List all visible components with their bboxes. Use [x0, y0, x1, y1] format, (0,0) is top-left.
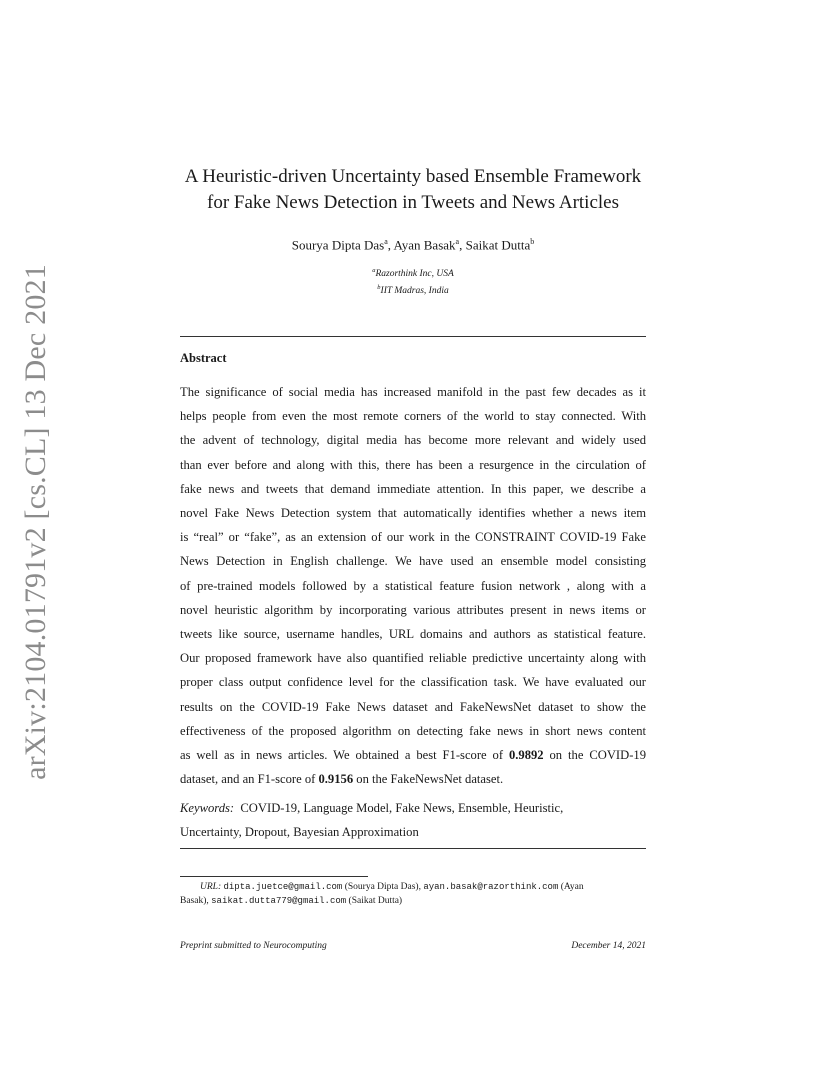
abstract-line: effectiveness of the proposed algorithm on detecting fake news in short news content	[180, 723, 646, 738]
f1-score-fakenewsnet: 0.9156	[318, 772, 354, 787]
keywords-line: Uncertainty, Dropout, Bayesian Approximation	[180, 825, 419, 840]
abstract-bottom-rule	[180, 848, 646, 849]
abstract-line-f1-covid	[180, 743, 646, 767]
author-affiliation-mark: a	[384, 237, 388, 246]
keywords-block	[180, 796, 646, 844]
abstract-line: novel heuristic algorithm by incorporating various attributes present in news items or	[180, 602, 646, 617]
abstract-line: proper class output confidence level for the classification task. We have evaluated our	[180, 675, 646, 690]
abstract-line: the advent of technology, digital media has become more relevant and widely used	[180, 433, 646, 448]
footnote-text: (Sourya Dipta Das),	[342, 882, 424, 892]
abstract-line: novel Fake News Detection system that automatically identifies whether a news item	[180, 506, 646, 521]
abstract-line: Our proposed framework have also quantified reliable predictive uncertainty along with	[180, 651, 646, 666]
abstract-text: on the FakeNewsNet dataset.	[353, 772, 504, 787]
author-name: Ayan Basak	[393, 237, 456, 253]
title-line-2: for Fake News Detection in Tweets and News Articles	[207, 192, 619, 213]
abstract-text: dataset, and an F1-score of	[180, 772, 319, 787]
abstract-line: tweets like source, username handles, URL domains and authors as statistical feature.	[180, 627, 646, 642]
footnote-urls	[180, 880, 646, 908]
paper-title	[180, 164, 646, 216]
affiliation-text: Razorthink Inc, USA	[375, 269, 454, 280]
email-link[interactable]: ayan.basak@razorthink.com	[423, 882, 559, 892]
author-separator: ,	[459, 237, 466, 253]
footer-date: December 14, 2021	[571, 941, 646, 951]
abstract-line: is “real” or “fake”, as an extension of our work in the CONSTRAINT COVID-19 Fake	[180, 530, 646, 545]
abstract-line: than ever before and along with this, there has been a resurgence in the circulation of	[180, 457, 646, 472]
affiliation-list	[180, 264, 646, 298]
abstract-line: helps people from even the most remote corners of the world to stay connected. With	[180, 409, 646, 424]
abstract-line-f1-fakenewsnet	[180, 767, 646, 791]
abstract-line: results on the COVID-19 Fake News dataset and FakeNewsNet dataset to show the	[180, 699, 646, 714]
author-name: Sourya Dipta Das	[291, 237, 385, 253]
footnote-rule	[180, 876, 368, 877]
abstract-line: fake news and tweets that demand immediate attention. In this paper, we describe a	[180, 481, 646, 496]
footnote-text: Basak),	[180, 896, 212, 906]
abstract-top-rule	[180, 336, 646, 337]
author-affiliation-mark: b	[530, 237, 535, 246]
url-label: URL:	[200, 882, 222, 892]
journal-submission-note: Preprint submitted to Neurocomputing	[180, 941, 327, 951]
footnote-text: (Ayan	[558, 882, 584, 892]
author-list	[180, 234, 646, 253]
email-link[interactable]: dipta.juetce@gmail.com	[223, 882, 343, 892]
footnote-line	[180, 880, 646, 894]
title-line-1: A Heuristic-driven Uncertainty based Ensemble Framework	[184, 166, 642, 187]
affiliation-text: IIT Madras, India	[380, 286, 449, 297]
author-name: Saikat Dutta	[465, 237, 531, 253]
abstract-heading: Abstract	[180, 351, 227, 365]
abstract-line: News Detection in English challenge. We have used an ensemble model consisting	[180, 554, 646, 569]
footnote-text: (Saikat Dutta)	[346, 896, 403, 906]
author-separator: ,	[387, 237, 394, 253]
author-affiliation-mark: a	[455, 237, 460, 246]
affiliation-item	[180, 264, 646, 281]
arxiv-identifier-stamp: arXiv:2104.01791v2 [cs.CL] 13 Dec 2021	[19, 264, 52, 780]
abstract-text: as well as in news articles. We obtained a best F1-score of	[180, 748, 509, 763]
affiliation-mark: a	[372, 267, 376, 274]
abstract-body	[180, 380, 646, 791]
abstract-text: on the COVID-19	[543, 748, 647, 763]
f1-score-covid: 0.9892	[508, 748, 544, 763]
keywords-label: Keywords:	[180, 801, 235, 815]
affiliation-mark: b	[377, 284, 381, 292]
email-link[interactable]: saikat.dutta779@gmail.com	[211, 896, 347, 906]
footnote-line	[180, 894, 646, 908]
affiliation-item	[180, 281, 646, 298]
keywords-text: COVID-19, Language Model, Fake News, Ensemble, Heuristic,	[234, 801, 564, 815]
abstract-line: The significance of social media has increased manifold in the past few decades as it	[180, 385, 646, 399]
keywords-line	[180, 796, 646, 820]
abstract-line: of pre-trained models followed by a statistical feature fusion network , along with a	[180, 578, 646, 593]
